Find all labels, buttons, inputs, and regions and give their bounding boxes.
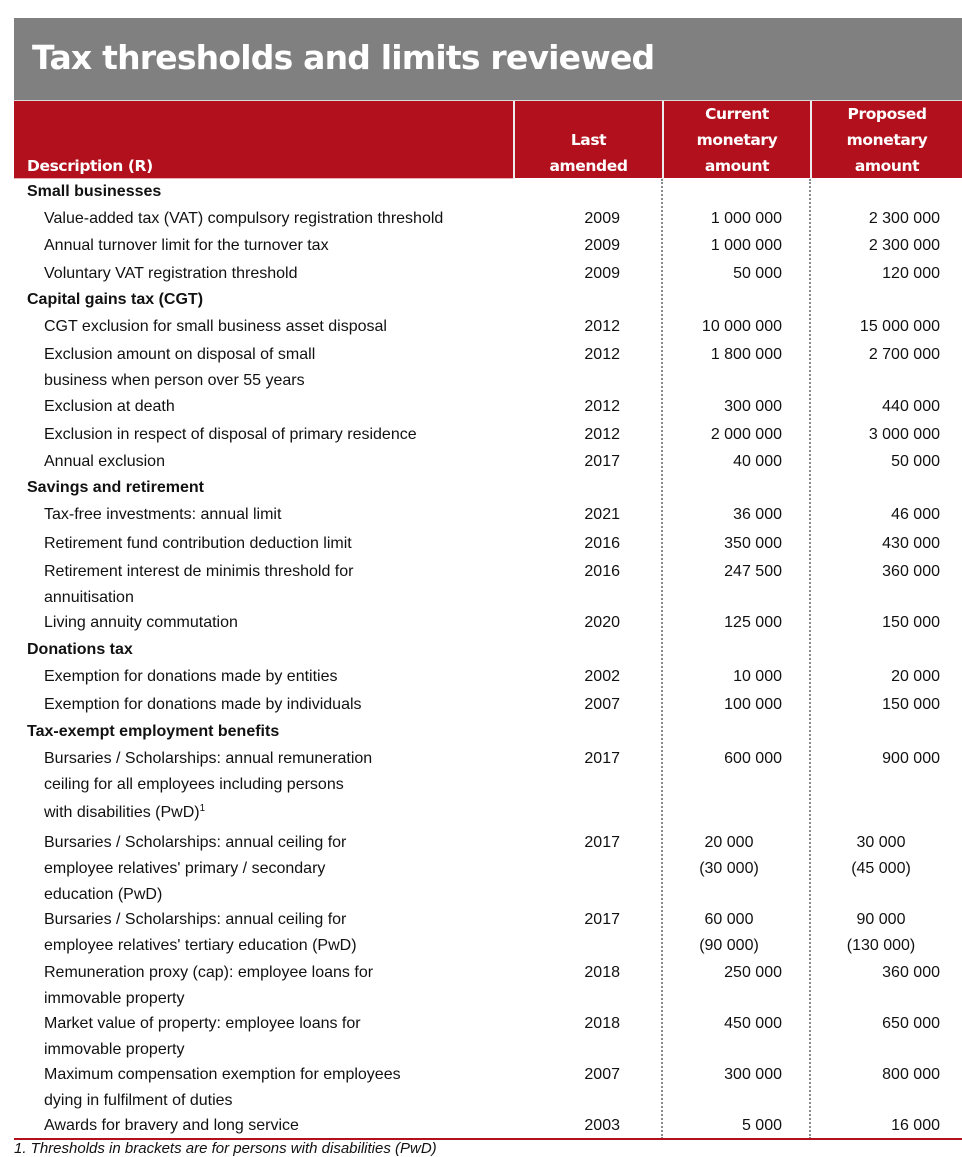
row-description-line: Exclusion amount on disposal of small — [44, 346, 316, 363]
proposed-amount — [810, 960, 940, 986]
last-amended-value: 2009 — [584, 210, 620, 227]
proposed-amount-value: 900 000 — [882, 750, 940, 767]
proposed-amount — [810, 314, 940, 340]
proposed-amount-value: 360 000 — [882, 964, 940, 981]
last-amended-value: 2020 — [584, 614, 620, 631]
last-amended-value: 2016 — [584, 563, 620, 580]
row-description-line: Remuneration proxy (cap): employee loans for — [44, 964, 374, 981]
current-amount — [660, 422, 782, 448]
row-description — [44, 1062, 514, 1114]
current-amount — [660, 502, 782, 528]
row-description — [44, 531, 514, 557]
proposed-amount — [810, 502, 940, 528]
row-description-line: Awards for bravery and long service — [44, 1117, 299, 1134]
row-description-line: Bursaries / Scholarships: annual remuneration — [44, 750, 373, 767]
proposed-amount-value: 2 700 000 — [868, 346, 940, 363]
row-description-line: Exemption for donations made by entities — [44, 668, 338, 685]
section-title: Capital gains tax (CGT) — [27, 291, 204, 308]
row-description — [44, 830, 514, 908]
current-amount — [660, 342, 782, 368]
current-amount-value: 10 000 000 — [701, 318, 782, 335]
row-description-line: dying in fulfilment of duties — [44, 1092, 233, 1109]
current-amount-value: 2 000 000 — [710, 426, 782, 443]
header-current-amount — [662, 101, 810, 179]
proposed-amount-value: 2 300 000 — [868, 237, 940, 254]
current-amount — [660, 206, 782, 232]
proposed-amount-value: 430 000 — [882, 535, 940, 552]
proposed-amount — [810, 233, 940, 259]
last-amended-value: 2021 — [584, 506, 620, 523]
header-proposed-line: amount — [854, 157, 920, 175]
last-amended-value: 2003 — [584, 1117, 620, 1134]
proposed-amount — [810, 559, 940, 585]
last-amended-value: 2007 — [584, 1066, 620, 1083]
row-description — [44, 1113, 514, 1139]
section-title: Tax-exempt employment benefits — [27, 723, 280, 740]
proposed-amount — [810, 1062, 940, 1088]
proposed-amount — [810, 531, 940, 557]
proposed-amount-value: 15 000 000 — [859, 318, 940, 335]
last-amended-value: 2017 — [584, 911, 620, 928]
row-description — [44, 960, 514, 1012]
current-amount — [660, 664, 782, 690]
header-last-amended-line: amended — [549, 157, 628, 175]
row-description — [44, 342, 514, 394]
proposed-amount-value: 150 000 — [882, 614, 940, 631]
current-amount-value: 300 000 — [724, 398, 782, 415]
row-description-line: Bursaries / Scholarships: annual ceiling for — [44, 911, 347, 928]
row-description-line: Tax-free investments: annual limit — [44, 506, 282, 523]
row-description-line: CGT exclusion for small business asset disposal — [44, 318, 387, 335]
proposed-amount-value: 800 000 — [882, 1066, 940, 1083]
current-amount-value: 40 000 — [733, 453, 782, 470]
proposed-amount — [810, 610, 940, 636]
proposed-amount — [810, 1113, 940, 1139]
row-description — [44, 233, 514, 259]
current-amount — [660, 559, 782, 585]
row-description — [44, 1011, 514, 1063]
last-amended-value: 2012 — [584, 318, 620, 335]
proposed-amount — [810, 746, 940, 772]
proposed-amount — [810, 394, 940, 420]
row-description — [44, 422, 514, 448]
row-description-line: Bursaries / Scholarships: annual ceiling for — [44, 834, 347, 851]
row-description-line: immovable property — [44, 1041, 185, 1058]
table-header — [14, 100, 962, 178]
current-amount-value: 450 000 — [724, 1015, 782, 1032]
last-amended-value: 2018 — [584, 1015, 620, 1032]
current-amount-value: 125 000 — [724, 614, 782, 631]
proposed-amount — [816, 907, 946, 959]
current-amount — [660, 261, 782, 287]
last-amended-value: 2012 — [584, 346, 620, 363]
row-description — [44, 394, 514, 420]
current-amount-value: 1 800 000 — [710, 346, 782, 363]
header-proposed-amount — [810, 101, 962, 179]
proposed-amount-value: 3 000 000 — [868, 426, 940, 443]
current-amount — [660, 610, 782, 636]
current-amount-value: 600 000 — [724, 750, 782, 767]
current-amount-value: 300 000 — [724, 1066, 782, 1083]
header-current-line: monetary — [696, 131, 778, 149]
current-amount — [660, 960, 782, 986]
last-amended-value: 2002 — [584, 668, 620, 685]
row-description-line: Exclusion at death — [44, 398, 175, 415]
current-amount — [660, 531, 782, 557]
current-amount — [660, 449, 782, 475]
row-description-line: education (PwD) — [44, 886, 163, 903]
row-description-line: Value-added tax (VAT) compulsory registration threshold — [44, 210, 444, 227]
proposed-amount — [810, 664, 940, 690]
header-proposed-line: monetary — [846, 131, 928, 149]
current-amount-value: 36 000 — [733, 506, 782, 523]
current-amount — [660, 314, 782, 340]
row-description — [44, 502, 514, 528]
proposed-amount-value: 30 000 — [856, 834, 906, 851]
current-amount — [660, 746, 782, 772]
header-last-amended — [513, 101, 662, 179]
last-amended-value: 2017 — [584, 453, 620, 470]
proposed-amount-value: 16 000 — [891, 1117, 940, 1134]
row-description-line: annuitisation — [44, 589, 134, 606]
row-description-line: Market value of property: employee loans for — [44, 1015, 361, 1032]
row-description-line: Exemption for donations made by individuals — [44, 696, 362, 713]
row-description-line: Annual turnover limit for the turnover tax — [44, 237, 329, 254]
proposed-amount — [810, 422, 940, 448]
last-amended-value: 2009 — [584, 265, 620, 282]
row-description-line: Maximum compensation exemption for employees — [44, 1066, 401, 1083]
proposed-amount-value: 360 000 — [882, 563, 940, 580]
proposed-amount — [810, 449, 940, 475]
row-description-line: employee relatives' tertiary education (PwD) — [44, 937, 357, 954]
row-description-line: Exclusion in respect of disposal of primary residence — [44, 426, 417, 443]
current-amount-value: 1 000 000 — [710, 237, 782, 254]
row-description — [44, 206, 514, 232]
current-amount-value: 350 000 — [724, 535, 782, 552]
proposed-amount — [810, 261, 940, 287]
current-amount-value: 5 000 — [741, 1117, 782, 1134]
current-amount-value: 10 000 — [733, 668, 782, 685]
row-description-line: Voluntary VAT registration threshold — [44, 265, 298, 282]
proposed-amount-value: 120 000 — [882, 265, 940, 282]
row-description — [44, 692, 514, 718]
proposed-amount-value: 150 000 — [882, 696, 940, 713]
current-amount-value: 50 000 — [733, 265, 782, 282]
header-last-amended-line: Last — [570, 131, 607, 149]
current-amount-value: 250 000 — [724, 964, 782, 981]
last-amended-value: 2016 — [584, 535, 620, 552]
current-amount — [660, 1062, 782, 1088]
current-amount — [660, 1113, 782, 1139]
current-amount — [660, 394, 782, 420]
row-description — [44, 746, 514, 828]
current-amount — [660, 907, 798, 959]
page-title: Tax thresholds and limits reviewed — [14, 18, 962, 100]
row-description-line-wrap — [44, 798, 514, 828]
footnote: 1. Thresholds in brackets are for persons with disabilities (PwD) — [14, 1140, 437, 1157]
row-description-line: immovable property — [44, 990, 185, 1007]
header-proposed-line: Proposed — [847, 105, 927, 123]
current-amount-pwd: (90 000) — [699, 937, 759, 954]
proposed-amount — [816, 830, 946, 882]
section-title: Donations tax — [27, 641, 133, 658]
section-title: Savings and retirement — [27, 479, 204, 496]
header-current-line: amount — [704, 157, 770, 175]
row-description-line: Living annuity commutation — [44, 614, 238, 631]
row-description — [44, 314, 514, 340]
current-amount-pwd: (30 000) — [699, 860, 759, 877]
proposed-amount-value: 20 000 — [891, 668, 940, 685]
current-amount-value: 20 000 — [704, 834, 754, 851]
current-amount-value: 100 000 — [724, 696, 782, 713]
row-description — [44, 610, 514, 636]
current-amount-value: 1 000 000 — [710, 210, 782, 227]
row-description-line: Retirement interest de minimis threshold for — [44, 563, 354, 580]
current-amount — [660, 1011, 782, 1037]
last-amended-value: 2017 — [584, 834, 620, 851]
proposed-amount-value: 440 000 — [882, 398, 940, 415]
last-amended-value: 2007 — [584, 696, 620, 713]
proposed-amount — [810, 692, 940, 718]
row-description-line: Retirement fund contribution deduction limit — [44, 535, 352, 552]
proposed-amount-value: 650 000 — [882, 1015, 940, 1032]
last-amended-value: 2012 — [584, 398, 620, 415]
proposed-amount-pwd: (130 000) — [846, 937, 916, 954]
last-amended-value: 2009 — [584, 237, 620, 254]
last-amended-value: 2018 — [584, 964, 620, 981]
proposed-amount-value: 2 300 000 — [868, 210, 940, 227]
row-description — [44, 261, 514, 287]
proposed-amount-value: 46 000 — [891, 506, 940, 523]
row-description — [44, 664, 514, 690]
proposed-amount — [810, 206, 940, 232]
row-description — [44, 449, 514, 475]
current-amount-value: 60 000 — [704, 911, 754, 928]
header-current-line: Current — [705, 105, 769, 123]
proposed-amount — [810, 342, 940, 368]
row-description-line: employee relatives' primary / secondary — [44, 860, 326, 877]
last-amended-value: 2012 — [584, 426, 620, 443]
footnote-ref: 1 — [199, 803, 206, 814]
section-title: Small businesses — [27, 183, 162, 200]
proposed-amount-pwd: (45 000) — [851, 860, 911, 877]
current-amount — [660, 692, 782, 718]
header-description — [14, 101, 513, 179]
proposed-amount — [810, 1011, 940, 1037]
last-amended-value: 2017 — [584, 750, 620, 767]
header-description-label: Description (R) — [27, 157, 153, 175]
proposed-amount-value: 50 000 — [891, 453, 940, 470]
row-description-line: business when person over 55 years — [44, 372, 305, 389]
proposed-amount-value: 90 000 — [856, 911, 906, 928]
current-amount — [660, 233, 782, 259]
row-description — [44, 559, 514, 611]
row-description-line: Annual exclusion — [44, 453, 165, 470]
row-description-line: ceiling for all employees including persons — [44, 776, 344, 793]
row-description — [44, 907, 514, 959]
row-description-line: with disabilities (PwD) — [44, 804, 200, 821]
current-amount-value: 247 500 — [724, 563, 782, 580]
current-amount — [660, 830, 798, 882]
